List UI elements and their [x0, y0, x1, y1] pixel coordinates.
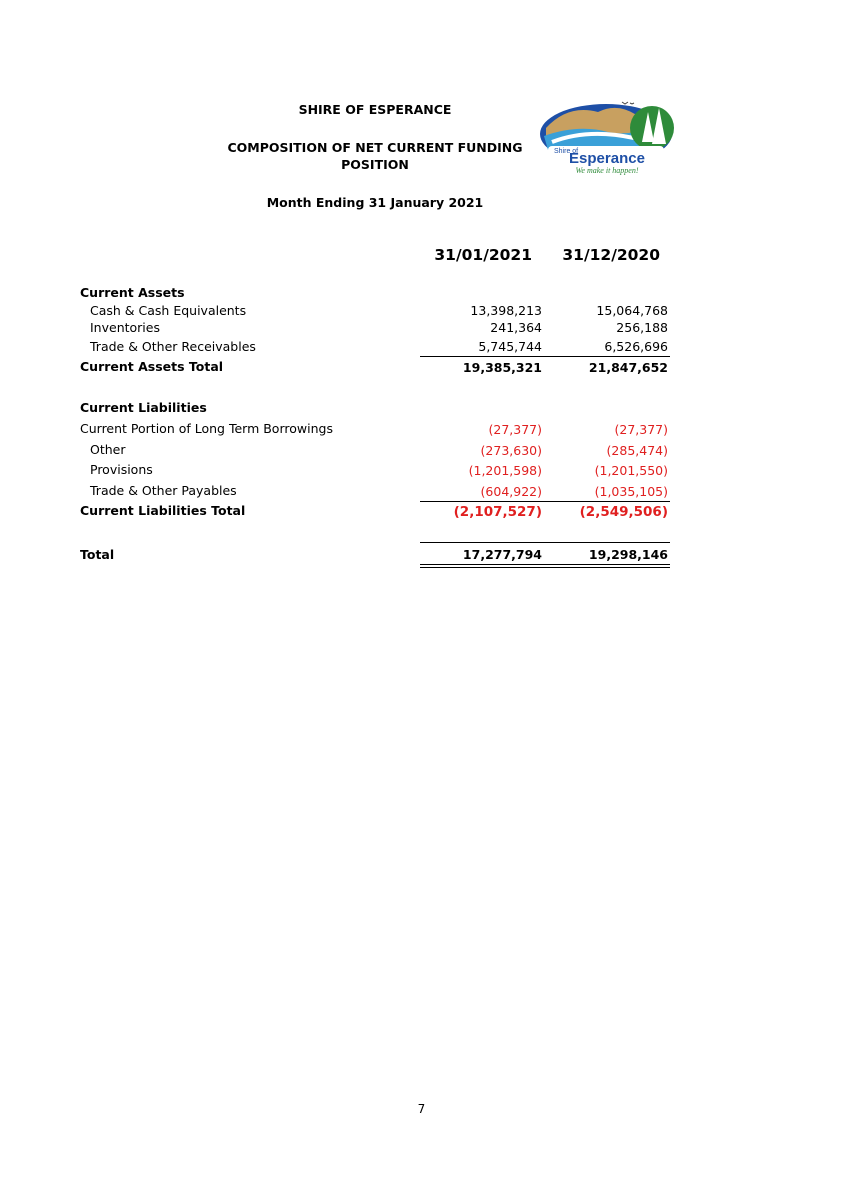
assets-total-previous: 21,847,652	[588, 360, 668, 375]
subtotal-rule	[420, 501, 670, 502]
row-label: Inventories	[90, 320, 160, 335]
assets-total-label: Current Assets Total	[80, 359, 224, 374]
row-value-previous: (1,201,550)	[594, 463, 668, 478]
grand-total-label: Total	[80, 547, 115, 562]
column-header-previous: 31/12/2020	[562, 246, 660, 264]
row-value-current: (1,201,598)	[468, 463, 542, 478]
row-label: Trade & Other Receivables	[90, 339, 256, 354]
assets-total-current: 19,385,321	[462, 360, 542, 375]
total-double-rule-2	[420, 567, 670, 568]
total-top-rule	[420, 542, 670, 543]
row-value-current: (273,630)	[480, 443, 542, 458]
grand-total-current: 17,277,794	[462, 547, 542, 562]
logo-text-small: Shire of	[554, 148, 579, 155]
row-value-previous: 6,526,696	[604, 339, 668, 354]
row-label: Cash & Cash Equivalents	[90, 303, 247, 318]
row-value-current: 13,398,213	[470, 303, 542, 318]
report-title-line1: COMPOSITION OF NET CURRENT FUNDING	[227, 140, 523, 155]
total-double-rule-1	[420, 564, 670, 565]
section-heading-assets: Current Assets	[80, 285, 185, 300]
row-label: Current Portion of Long Term Borrowings	[80, 421, 333, 436]
logo-tagline: We make it happen!	[575, 166, 639, 175]
row-value-previous: (27,377)	[614, 422, 668, 437]
row-value-previous: 15,064,768	[596, 303, 668, 318]
row-value-current: 241,364	[490, 320, 542, 335]
row-value-current: (604,922)	[480, 484, 542, 499]
liabilities-total-previous: (2,549,506)	[579, 504, 668, 520]
row-label: Trade & Other Payables	[90, 483, 237, 498]
row-value-previous: (1,035,105)	[594, 484, 668, 499]
report-period: Month Ending 31 January 2021	[266, 195, 484, 210]
report-title	[205, 139, 545, 173]
row-label: Other	[90, 442, 126, 457]
section-heading-liabilities: Current Liabilities	[80, 400, 207, 415]
page-number: 7	[417, 1102, 426, 1116]
org-name: SHIRE OF ESPERANCE	[298, 102, 452, 117]
shire-logo	[538, 98, 674, 178]
row-value-previous: (285,474)	[606, 443, 668, 458]
subtotal-rule	[420, 356, 670, 357]
row-value-current: (27,377)	[488, 422, 542, 437]
liabilities-total-current: (2,107,527)	[453, 504, 542, 520]
report-title-line2: POSITION	[341, 157, 409, 172]
row-value-current: 5,745,744	[478, 339, 542, 354]
row-value-previous: 256,188	[616, 320, 668, 335]
logo-text-main: Esperance	[569, 150, 645, 167]
grand-total-previous: 19,298,146	[588, 547, 668, 562]
column-header-current: 31/01/2021	[434, 246, 532, 264]
liabilities-total-label: Current Liabilities Total	[80, 503, 246, 518]
row-label: Provisions	[90, 462, 153, 477]
